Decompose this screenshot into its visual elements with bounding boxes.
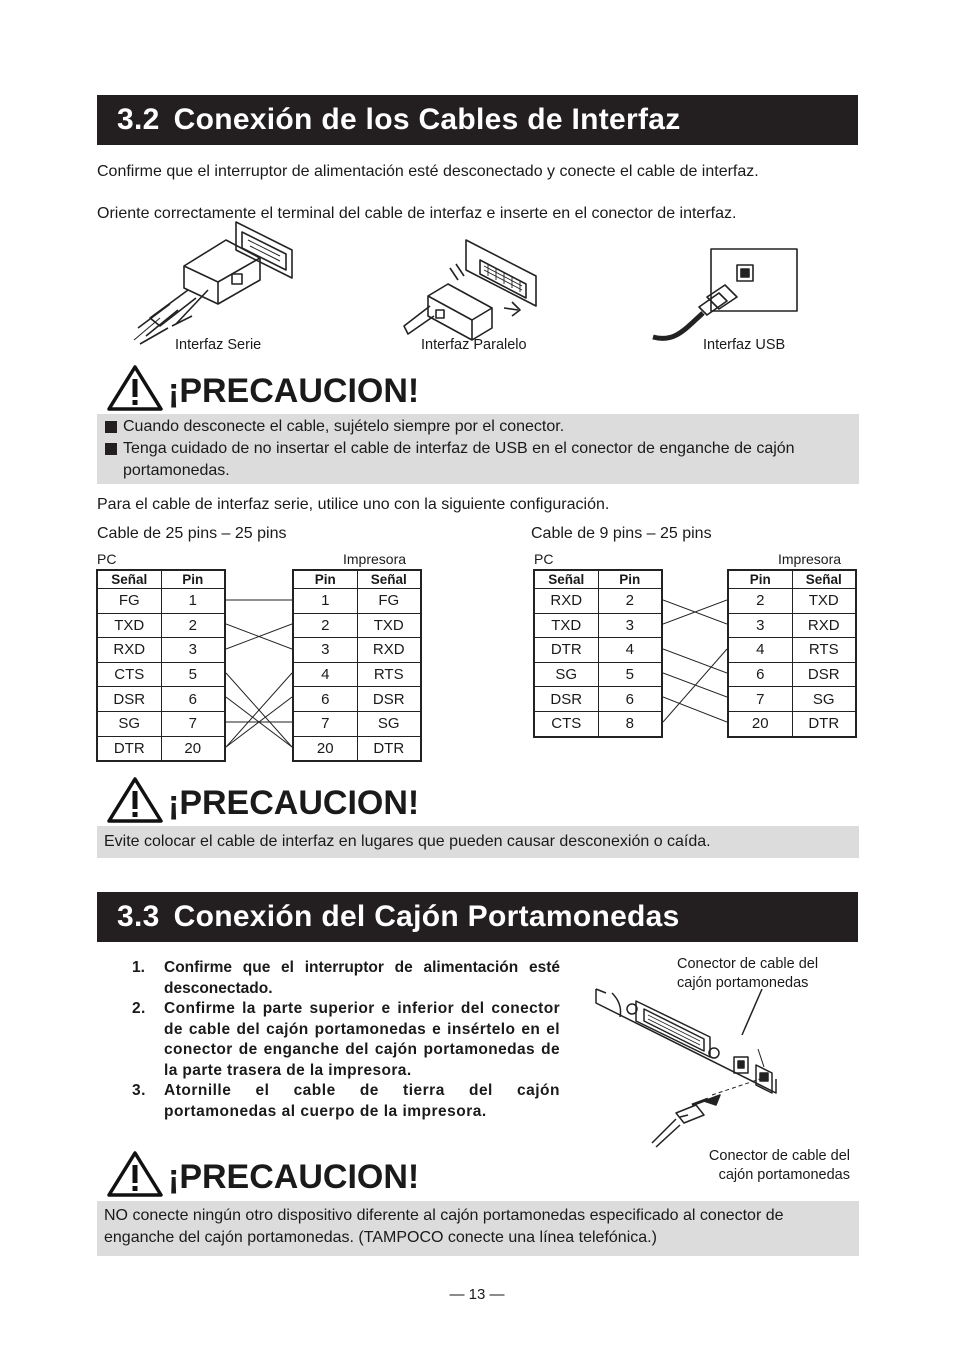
table-header-row [534,570,662,589]
usb-connector-illustration [645,245,805,350]
table-header-cell: Señal [97,570,161,589]
wiring-diagram-25 [226,569,292,759]
table-row [534,638,662,663]
serial-interface-caption: Interfaz Serie [175,337,262,353]
table-cell: TXD [534,613,598,638]
step-item [126,1081,560,1122]
table-cell: 6 [293,687,357,712]
pin-table-9-printer [727,569,857,738]
table-cell: DSR [357,687,421,712]
table-row [97,687,225,712]
table-header-cell: Pin [598,570,662,589]
table-header-cell: Señal [534,570,598,589]
wire [663,697,727,722]
steps-list [126,958,560,1122]
table-cell: 6 [598,687,662,712]
table-row [728,613,856,638]
table-cell: DTR [97,736,161,761]
table-header-row [293,570,421,589]
table-cell: RXD [534,589,598,614]
table-cell: 20 [728,711,792,736]
table-row [97,736,225,761]
table-cell: FG [357,589,421,614]
table-cell: CTS [97,662,161,687]
table-row [97,613,225,638]
table-cell: 5 [161,662,225,687]
section-heading-3-3 [97,892,858,942]
figure-label-line: Conector de cable del [708,1148,850,1164]
caution-heading-1 [106,364,506,420]
cable-9-caption: Cable de 9 pins – 25 pins [531,525,712,542]
step-item [126,999,560,1081]
table-row [728,638,856,663]
section-number: 3.3 [117,900,160,933]
table-header-cell: Señal [792,570,856,589]
section-number: 3.2 [117,103,160,136]
table-cell: 4 [728,638,792,663]
table-row [293,613,421,638]
caution-title: ¡PRECAUCION! [168,784,420,822]
pin-table-25-pc [96,569,226,762]
printer-label: Impresora [343,551,407,567]
intro-paragraph-2: Oriente correctamente el terminal del cable de interfaz e inserte en el conector de interfaz. [97,205,737,222]
table-header-row [728,570,856,589]
wire [663,649,727,722]
figure-label-line: cajón portamonedas [677,975,809,991]
table-cell: 4 [598,638,662,663]
step-item [126,958,560,999]
parallel-interface-caption: Interfaz Paralelo [421,337,527,353]
table-cell: SG [792,687,856,712]
table-cell: SG [357,711,421,736]
table-cell: DSR [792,662,856,687]
caution-heading-3 [106,1150,506,1206]
table-cell: 7 [161,711,225,736]
table-cell: 2 [598,589,662,614]
table-cell: 6 [728,662,792,687]
page-number: — 13 — [449,1286,505,1303]
table-cell: 20 [293,736,357,761]
table-header-cell: Pin [293,570,357,589]
table-cell: 1 [161,589,225,614]
table-cell: RXD [357,638,421,663]
serial-config-text: Para el cable de interfaz serie, utilice uno con la siguiente configuración. [97,496,610,513]
table-cell: TXD [792,589,856,614]
cable-25-caption: Cable de 25 pins – 25 pins [97,525,287,542]
table-cell: DSR [534,687,598,712]
section-title: Conexión de los Cables de Interfaz [173,103,681,136]
parallel-connector-illustration [400,236,550,346]
bullet-square-icon [105,443,117,455]
table-row [293,687,421,712]
table-cell: RTS [357,662,421,687]
table-cell: CTS [534,711,598,736]
pc-label: PC [534,551,554,567]
wire [663,649,727,673]
usb-interface-caption: Interfaz USB [703,337,786,353]
table-cell: DTR [357,736,421,761]
table-cell: 2 [293,613,357,638]
table-cell: DTR [792,711,856,736]
caution-heading-2 [106,776,506,832]
caution-text: Evite colocar el cable de interfaz en lugares que pueden causar desconexión o caída. [104,833,711,850]
figure-label-line: Conector de cable del [677,956,819,972]
table-cell: 2 [161,613,225,638]
table-cell: 7 [293,711,357,736]
table-row [534,613,662,638]
table-cell: 1 [293,589,357,614]
pin-table-9-pc [533,569,663,738]
serial-connector-illustration [130,218,310,348]
table-row [534,687,662,712]
pin-table-25-printer [292,569,422,762]
step-text: Atornille el cable de tierra del cajón portamonedas al cuerpo de la impresora. [164,1082,560,1120]
warning-icon [106,776,164,824]
table-row [97,589,225,614]
table-header-cell: Pin [161,570,225,589]
table-cell: 20 [161,736,225,761]
table-cell: RXD [97,638,161,663]
intro-paragraph-1: Confirme que el interruptor de alimentación esté desconectado y conecte el cable de interfaz. [97,163,759,180]
caution-box-2 [97,826,859,858]
step-text: Confirme la parte superior e inferior del conector de cable del cajón portamonedas e insértelo en el conector de enganche del cajón portamonedas de la parte trasera de la impresora. [164,1000,560,1079]
table-row [534,662,662,687]
table-cell: TXD [357,613,421,638]
table-row [97,711,225,736]
table-cell: 7 [728,687,792,712]
table-cell: DSR [97,687,161,712]
drawer-connector-illustration [592,985,792,1150]
table-cell: 2 [728,589,792,614]
table-row [97,638,225,663]
printer-label: Impresora [778,551,842,567]
table-row [293,736,421,761]
caution-bullet-text: Tenga cuidado de no insertar el cable de interfaz de USB en el conector de enganche de cajón portamonedas. [123,440,795,479]
caution-box-1 [97,414,859,484]
section-title: Conexión del Cajón Portamonedas [173,900,680,933]
table-header-row [97,570,225,589]
table-cell: SG [534,662,598,687]
bullet-square-icon [105,421,117,433]
table-row [728,589,856,614]
caution-box-3 [97,1201,859,1256]
wiring-diagram-9 [663,569,727,739]
step-number: 2. [132,1000,146,1017]
table-row [728,687,856,712]
caution-title: ¡PRECAUCION! [168,1158,420,1196]
table-cell: 3 [728,613,792,638]
warning-icon [106,1150,164,1198]
figure-label-bottom [683,1147,850,1185]
table-row [293,589,421,614]
table-cell: RTS [792,638,856,663]
table-row [534,589,662,614]
table-row [534,711,662,736]
table-row [728,711,856,736]
table-header-cell: Señal [357,570,421,589]
warning-icon [106,364,164,412]
table-cell: FG [97,589,161,614]
table-row [293,662,421,687]
table-header-cell: Pin [728,570,792,589]
table-cell: SG [97,711,161,736]
step-number: 3. [132,1082,146,1099]
table-cell: 8 [598,711,662,736]
step-text: Confirme que el interruptor de alimentación esté desconectado. [164,959,560,997]
caution-bullet [97,416,859,438]
table-cell: 3 [161,638,225,663]
table-cell: 4 [293,662,357,687]
caution-bullet-text: Cuando desconecte el cable, sujételo siempre por el conector. [123,418,565,435]
section-heading-3-2 [97,95,858,145]
caution-text: NO conecte ningún otro dispositivo diferente al cajón portamonedas especificado al conector de enganche del cajón portamonedas. (TAMPOCO conecte una línea telefónica.) [104,1207,784,1246]
table-cell: TXD [97,613,161,638]
table-cell: RXD [792,613,856,638]
pc-label: PC [97,551,117,567]
table-row [97,662,225,687]
table-row [728,662,856,687]
table-cell: 5 [598,662,662,687]
step-number: 1. [132,959,145,976]
caution-title: ¡PRECAUCION! [168,372,420,410]
table-cell: 3 [598,613,662,638]
table-cell: 3 [293,638,357,663]
table-row [293,638,421,663]
caution-bullet [97,438,859,482]
table-cell: 6 [161,687,225,712]
table-row [293,711,421,736]
figure-label-line: cajón portamonedas [718,1167,850,1183]
table-cell: DTR [534,638,598,663]
